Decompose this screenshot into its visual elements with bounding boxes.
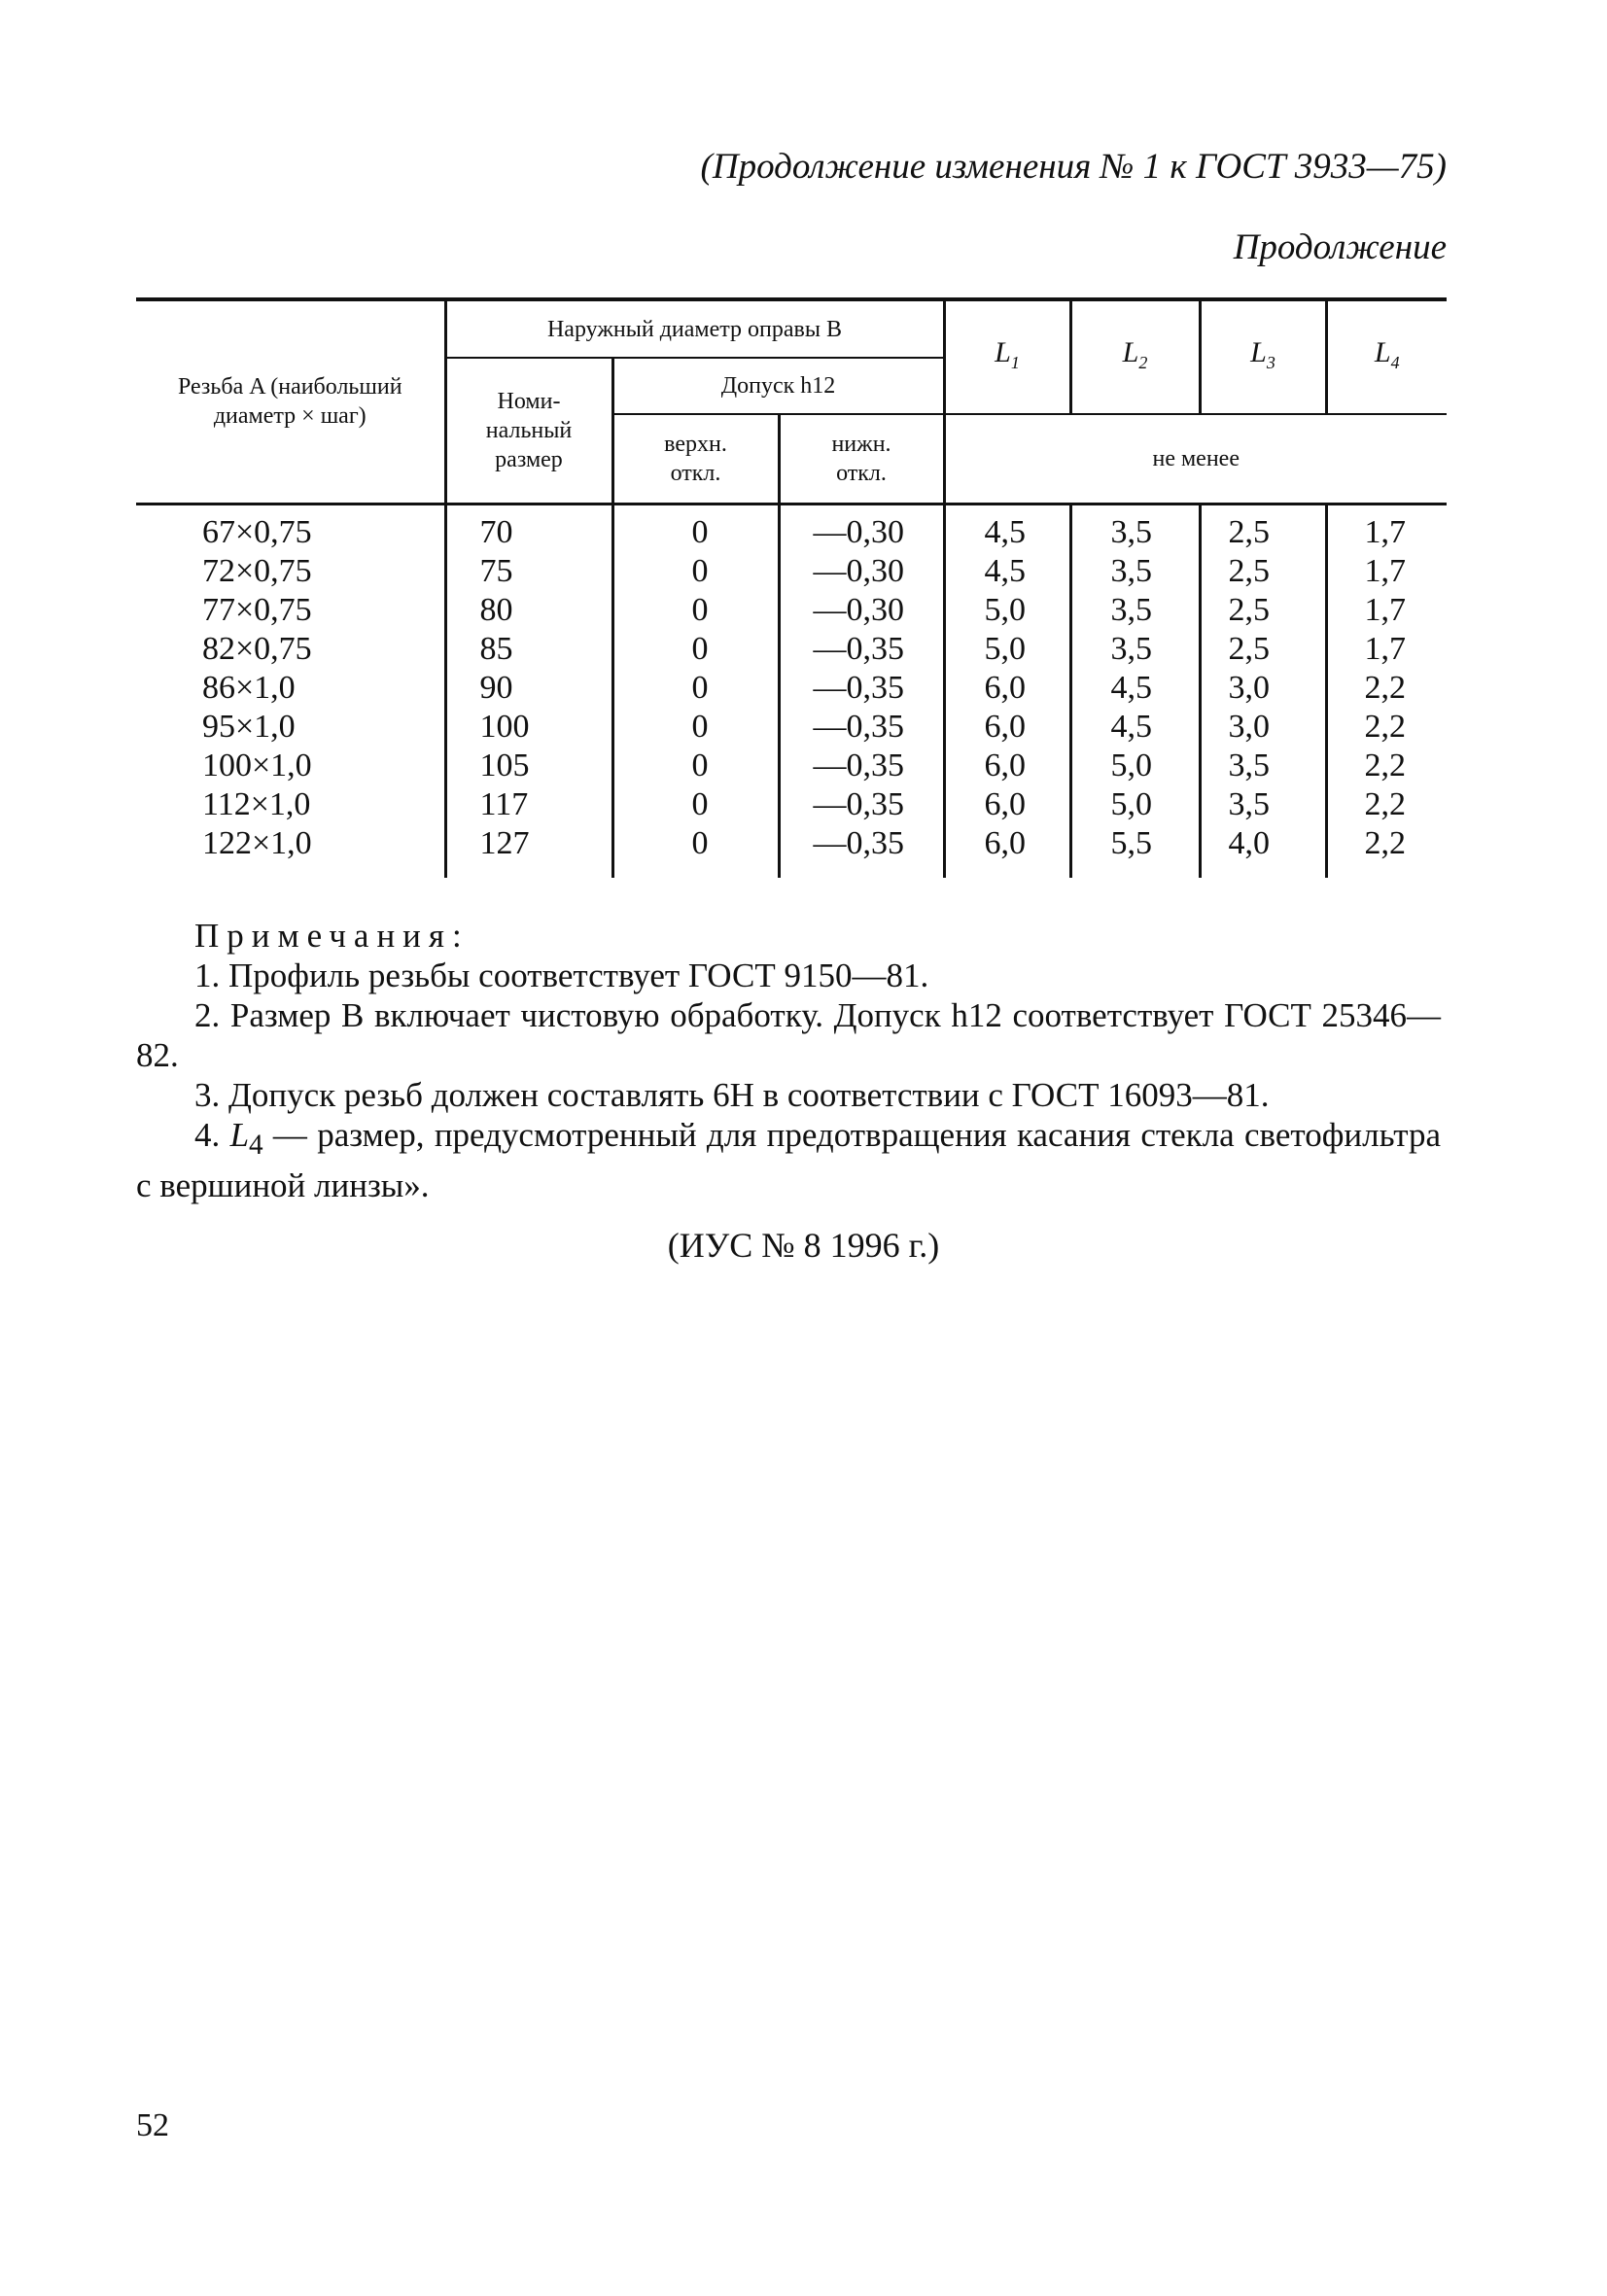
cell-l2: 5,5 — [1110, 824, 1152, 861]
cell-lower: —0,30 — [813, 513, 904, 550]
cell-nominal: 80 — [479, 591, 513, 628]
cell-nominal: 100 — [479, 708, 530, 745]
cell-thread: 95×1,0 — [202, 708, 296, 745]
cell-nominal: 70 — [479, 513, 513, 550]
note-3: 3. Допуск резьб должен составлять 6Н в соответствии с ГОСТ 16093—81. — [194, 1076, 1270, 1114]
cell-thread: 72×0,75 — [202, 552, 312, 589]
continuation-title: (Продолжение изменения № 1 к ГОСТ 3933—75) — [700, 147, 1447, 187]
continuation-label: Продолжение — [1233, 227, 1447, 267]
note-1: 1. Профиль резьбы соответствует ГОСТ 9150—81. — [194, 957, 929, 994]
cell-upper: 0 — [691, 669, 709, 706]
header-l4: $L_4$ — [1326, 299, 1447, 414]
cell-lower: —0,35 — [813, 747, 904, 783]
header-nominal: Номи-нальный размер — [445, 358, 612, 504]
cell-upper: 0 — [691, 513, 709, 550]
cell-nominal: 85 — [479, 630, 513, 667]
cell-l2: 3,5 — [1110, 513, 1152, 550]
cell-l3: 3,0 — [1228, 669, 1270, 706]
cell-lower: —0,30 — [813, 552, 904, 589]
cell-thread: 122×1,0 — [202, 824, 312, 861]
cell-l3: 3,5 — [1228, 785, 1270, 822]
cell-upper: 0 — [691, 785, 709, 822]
header-l2: $L_2$ — [1070, 299, 1200, 414]
cell-l2: 4,5 — [1110, 708, 1152, 745]
cell-l2: 4,5 — [1110, 669, 1152, 706]
cell-nominal: 90 — [479, 669, 513, 706]
cell-l4: 1,7 — [1364, 513, 1406, 550]
cell-upper: 0 — [691, 708, 709, 745]
cell-nominal: 117 — [479, 785, 529, 822]
ius-reference: (ИУС № 8 1996 г.) — [667, 1226, 940, 1265]
cell-l3: 2,5 — [1228, 513, 1270, 550]
cell-l1: 5,0 — [984, 591, 1026, 628]
cell-l1: 5,0 — [984, 630, 1026, 667]
cell-upper: 0 — [691, 552, 709, 589]
cell-l4: 2,2 — [1364, 824, 1406, 861]
cell-thread: 82×0,75 — [202, 630, 312, 667]
cell-thread: 100×1,0 — [202, 747, 312, 783]
cell-upper: 0 — [691, 747, 709, 783]
cell-l4: 2,2 — [1364, 785, 1406, 822]
header-tolerance: Допуск h12 — [612, 358, 944, 414]
cell-l1: 4,5 — [984, 513, 1026, 550]
spec-table — [136, 297, 1447, 878]
cell-l3: 3,5 — [1228, 747, 1270, 783]
cell-l3: 2,5 — [1228, 630, 1270, 667]
cell-l2: 3,5 — [1110, 552, 1152, 589]
header-lower-dev: нижн. откл. — [779, 414, 944, 504]
cell-lower: —0,30 — [813, 591, 904, 628]
cell-upper: 0 — [691, 824, 709, 861]
cell-nominal: 75 — [479, 552, 513, 589]
cell-l4: 2,2 — [1364, 747, 1406, 783]
cell-l3: 4,0 — [1228, 824, 1270, 861]
cell-l4: 2,2 — [1364, 708, 1406, 745]
l4-column — [1326, 504, 1447, 878]
cell-l1: 6,0 — [984, 824, 1026, 861]
cell-l4: 1,7 — [1364, 552, 1406, 589]
nominal-column — [445, 504, 612, 878]
cell-thread: 77×0,75 — [202, 591, 312, 628]
cell-upper: 0 — [691, 630, 709, 667]
cell-thread: 112×1,0 — [202, 785, 311, 822]
cell-nominal: 105 — [479, 747, 530, 783]
cell-l2: 5,0 — [1110, 747, 1152, 783]
cell-upper: 0 — [691, 591, 709, 628]
note-2: 2. Размер В включает чистовую обработку. Допуск h12 соответствует ГОСТ 25346—82. — [136, 996, 1441, 1074]
header-not-less: не менее — [944, 414, 1447, 504]
cell-l4: 1,7 — [1364, 630, 1406, 667]
upper-dev-column — [612, 504, 779, 878]
lower-dev-column — [779, 504, 944, 878]
cell-thread: 67×0,75 — [202, 513, 312, 550]
cell-l1: 6,0 — [984, 669, 1026, 706]
cell-lower: —0,35 — [813, 824, 904, 861]
header-thread: Резьба A (наибольший диаметр × шаг) — [136, 299, 445, 504]
cell-l1: 6,0 — [984, 708, 1026, 745]
cell-thread: 86×1,0 — [202, 669, 296, 706]
l1-column — [944, 504, 1070, 878]
notes-title: Примечания: — [194, 917, 470, 955]
cell-l2: 5,0 — [1110, 785, 1152, 822]
cell-l1: 6,0 — [984, 785, 1026, 822]
note-4: 4. $L_4$ — размер, предусмотренный для предотвращения касания стекла светофильтра с вершиной линзы». — [136, 1116, 1441, 1204]
l2-column — [1070, 504, 1200, 878]
cell-l1: 6,0 — [984, 747, 1026, 783]
header-l1: $L_1$ — [944, 299, 1070, 414]
cell-l3: 2,5 — [1228, 591, 1270, 628]
header-upper-dev: верхн. откл. — [612, 414, 779, 504]
cell-l4: 1,7 — [1364, 591, 1406, 628]
page-number: 52 — [136, 2107, 169, 2143]
header-outer-diameter: Наружный диаметр оправы B — [445, 299, 944, 358]
cell-l1: 4,5 — [984, 552, 1026, 589]
cell-lower: —0,35 — [813, 708, 904, 745]
cell-l3: 3,0 — [1228, 708, 1270, 745]
cell-l2: 3,5 — [1110, 630, 1152, 667]
cell-l2: 3,5 — [1110, 591, 1152, 628]
notes — [136, 916, 1441, 1205]
header-l3: $L_3$ — [1200, 299, 1326, 414]
cell-lower: —0,35 — [813, 630, 904, 667]
thread-column — [136, 504, 445, 878]
l3-column — [1200, 504, 1326, 878]
cell-nominal: 127 — [479, 824, 530, 861]
cell-lower: —0,35 — [813, 669, 904, 706]
cell-l3: 2,5 — [1228, 552, 1270, 589]
cell-lower: —0,35 — [813, 785, 904, 822]
cell-l4: 2,2 — [1364, 669, 1406, 706]
